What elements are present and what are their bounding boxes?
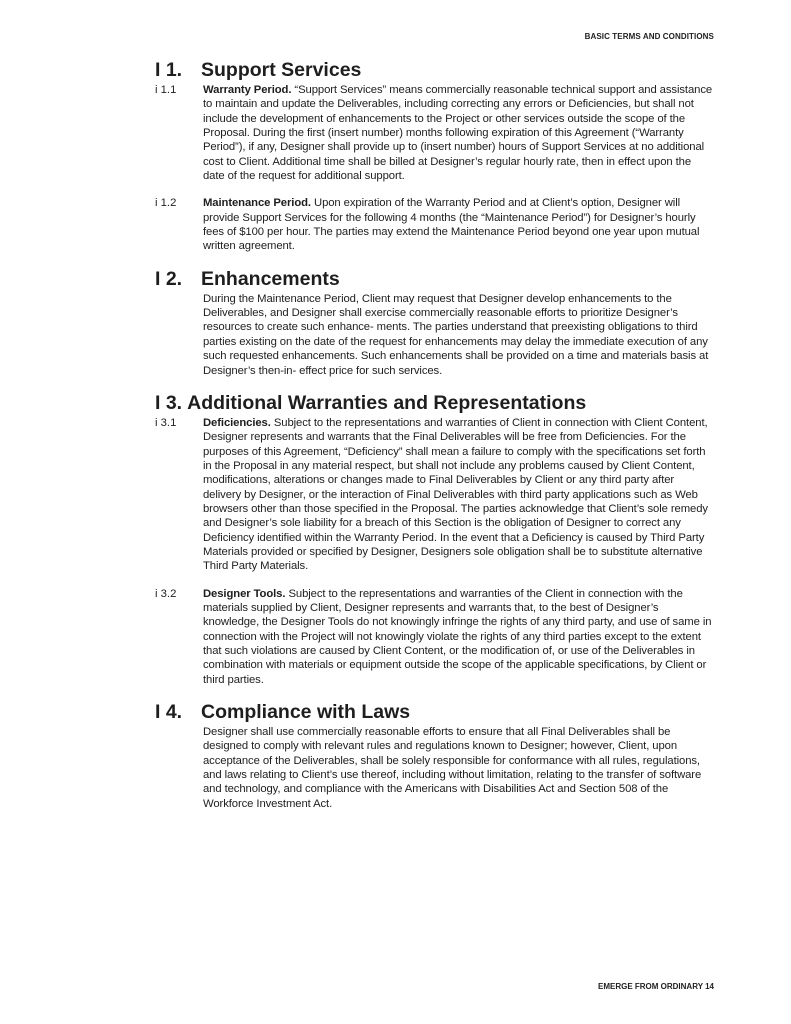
clause-text (203, 196, 715, 253)
section-number: I 4. (155, 701, 183, 724)
clause-deficiencies (155, 416, 715, 574)
section-title: Compliance with Laws (201, 701, 411, 724)
section-support-services (155, 59, 715, 254)
section-title: Enhancements (201, 267, 340, 290)
section-title: Additional Warranties and Representations (187, 391, 587, 414)
clause-body: Upon expiration of the Warranty Period and at Client’s option, Designer will provide Support Services for the following 4 months (the “Maintenance Period”) for Designer’s hourly fees of $100 per hour. The parties may extend the Maintenance Period beyond one year upon mutual written agreement. (203, 197, 700, 253)
clause-heading: Designer Tools. (203, 587, 286, 600)
section-heading (155, 268, 715, 291)
section-enhancements (155, 268, 715, 378)
clause-heading: Deficiencies. (203, 416, 271, 429)
section-compliance-with-laws (155, 701, 715, 811)
document-body (155, 59, 715, 825)
clause-body: “Support Services” means commercially reasonable technical support and assistance to maintain and update the Deliverables, including correcting any errors or Deficiencies, but shall not include the development of enhancements to the Project or other services outside the scope of the Proposal. During the first (insert number) months following expiration of this Agreement (“Warranty Period”), if any, Designer shall provide up to (insert number) hours of Support Services at no additional cost to Client. Additional time shall be billed at Designer’s regular hourly rate, then in effect upon the date of the request for additional support. (203, 84, 713, 183)
clause-maintenance-period (155, 196, 715, 253)
section-heading (155, 392, 715, 415)
section-number: I 2. (155, 267, 183, 290)
clause-heading: Maintenance Period. (203, 197, 311, 210)
clause-heading: Warranty Period. (203, 84, 292, 96)
section-heading (155, 701, 715, 724)
section-heading (155, 59, 715, 82)
clause-number: i 1.1 (155, 84, 177, 96)
section-additional-warranties (155, 392, 715, 687)
clause-body: Subject to the representations and warranties of the Client in connection with the materials supplied by Client, Designer represents and warrants that, to the best of Designer’s knowledge, the Designer Tools do not knowingly infringe the rights of any third party, and use of same in connection with the Project will not knowingly violate the rights of any third parties except to the extent that such violations are caused by Client Content, or the modification of, or use of the Deliverables in combination with materials or equipment outside the scope of the applicable specifications, by Client or third parties. (203, 587, 712, 686)
section-number: I 1. (155, 59, 183, 81)
section-body-text: Designer shall use commercially reasonable efforts to ensure that all Final Deliverables shall be designed to comply with relevant rules and regulations known to Designer; however, Client, upon acceptance of the Deliverables, shall be solely responsible for conformance with all rules, regulations, and laws relating to Client’s use thereof, including without limitation, relating to the transfer of software and technology, and compliance with the Americans with Disabilities Act and Section 508 of the Workforce Investment Act. (203, 726, 702, 810)
clause-text (203, 416, 715, 574)
section-body-text: During the Maintenance Period, Client may request that Designer develop enhancements to the Deliverables, and Designer shall exercise commercially reasonable efforts to prioritize Designer’s resources to create such enhance- ments. The parties understand that preexisting obligations to third parties existing on the date of the request for enhancements may delay the immediate execution of any such requested enhancements. Such enhancements shall be provided on a time and materials basis at Designer’s then-in- effect price for such services. (203, 292, 709, 377)
clause-number: i 3.1 (155, 416, 177, 429)
running-header: BASIC TERMS AND CONDITIONS (584, 32, 714, 41)
running-footer: EMERGE FROM ORDINARY 14 (597, 982, 714, 991)
clause-warranty-period (155, 83, 715, 183)
clause-text (203, 587, 715, 687)
clause-text (203, 83, 715, 183)
clause-number: i 3.2 (155, 587, 177, 600)
clause-number: i 1.2 (155, 197, 177, 210)
clause-body: Subject to the representations and warranties of Client in connection with Client Content, Designer represents and warrants that the Final Deliverables will be free from Deficiencies. For the purposes of this Agreement, “Deficiency” shall mean a failure to comply with the specifications set forth in the Proposal in any material respect, but shall not include any problems caused by Client Content, modifications, alterations or changes made to Final Deliverables by Client or any third party after delivery by Designer, or the interaction of Final Deliverables with third party applications such as Web browsers other than those specified in the Proposal. The parties acknowledge that Client’s sole remedy and Designer’s sole liability for a breach of this Section is the obligation of Designer to correct any Deficiency identified within the Warranty Period. In the event that a Deficiency is caused by Third Party Materials provided or specified by Designer, Designers sole obligation shall be to substitute alternative Third Party Materials. (203, 416, 708, 573)
section-title: Support Services (201, 59, 362, 81)
section-number: I 3. (155, 391, 183, 414)
clause-designer-tools (155, 587, 715, 687)
